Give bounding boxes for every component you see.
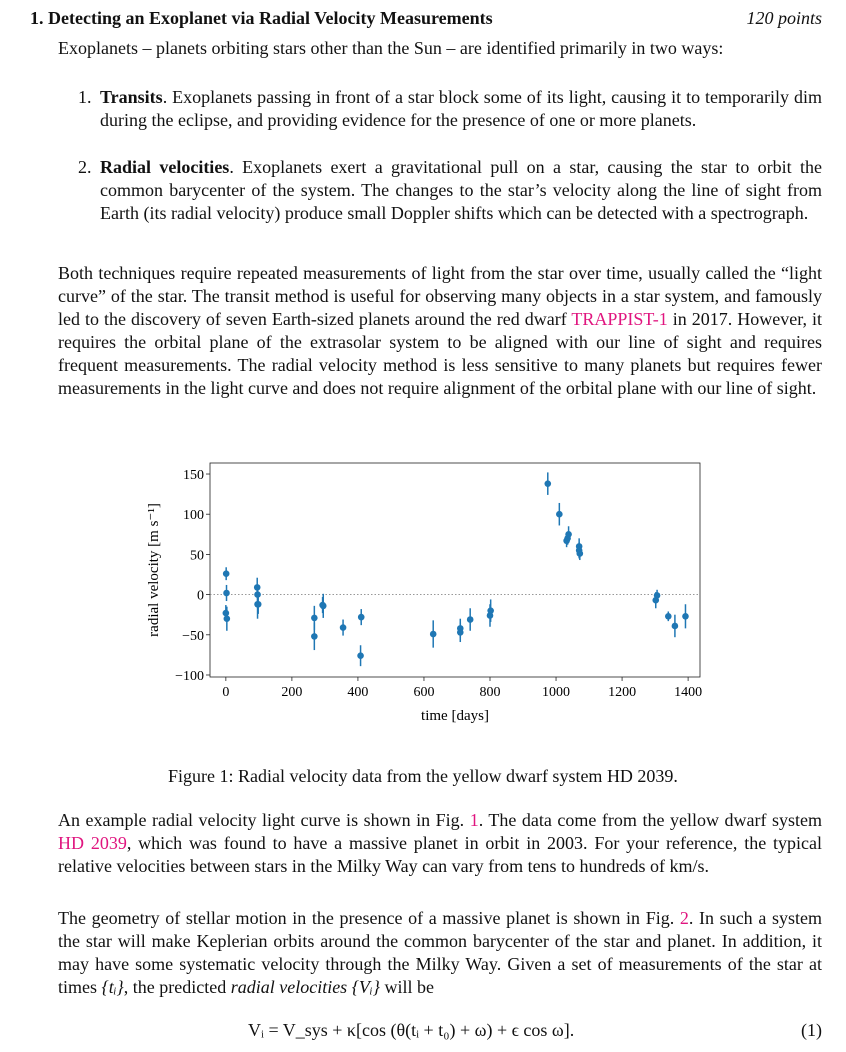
intro-paragraph: Exoplanets – planets orbiting stars other than the Sun – are identified primarily in two ways: [58, 38, 724, 58]
list-term: Transits [100, 87, 163, 107]
y-tick-label: 0 [197, 588, 204, 604]
y-tick-label: 150 [183, 468, 204, 484]
equation-number: (1) [801, 1020, 822, 1040]
data-point [577, 550, 584, 557]
problem-title: 1. Detecting an Exoplanet via Radial Velocity Measurements [30, 8, 493, 28]
text: , the predicted [123, 977, 231, 997]
x-tick-label: 400 [347, 685, 369, 700]
trappist-link[interactable]: TRAPPIST-1 [571, 309, 668, 329]
math-velocities: {Vᵢ} [351, 977, 380, 997]
example-paragraph [58, 809, 822, 878]
list-text: . Exoplanets exert a gravitational pull on a star, causing the star to orbit the common barycenter of the system. The changes to the star’s velocity along the line of sight from Earth (its radial velocity) produce small Doppler shifts which can be detected with a spectrograph. [100, 157, 822, 223]
data-point [319, 602, 326, 609]
x-tick-label: 1400 [674, 685, 703, 700]
text: will be [379, 977, 434, 997]
x-tick-label: 1200 [608, 685, 637, 700]
data-point [467, 616, 474, 623]
y-tick-label: −100 [175, 668, 204, 684]
x-axis-label: time [days] [421, 708, 489, 724]
data-point [654, 592, 661, 599]
data-point [223, 590, 230, 597]
data-point [255, 601, 262, 608]
x-tick-label: 0 [222, 685, 230, 700]
list-number: 1. [78, 87, 92, 107]
x-tick-label: 600 [413, 685, 435, 700]
data-point [457, 629, 464, 636]
text: , which was found to have a massive planet in orbit in 2003. For your reference, the typical relative velocities between stars in the Milky Way can vary from tens to hundreds of km/s. [58, 833, 822, 876]
text: The geometry of stellar motion in the presence of a massive planet is shown in Fig. [58, 908, 680, 928]
data-point [224, 615, 231, 622]
text: An example radial velocity light curve is shown in Fig. [58, 810, 470, 830]
data-point [223, 570, 230, 577]
text: Both techniques require repeated measurements of light from the star over time, usually called the “light curve” of the star. The transit method is useful for observing many objects in a star system, and famously led to the discovery of seven Earth-sized planets around the red dwarf [58, 263, 822, 329]
y-tick-label: 50 [190, 548, 204, 564]
data-point [544, 480, 551, 487]
radial-velocity-chart [0, 455, 846, 735]
data-point [565, 531, 572, 538]
data-point [223, 610, 230, 617]
data-point [311, 615, 318, 622]
plot-frame [210, 463, 700, 677]
math-times: {tᵢ} [101, 977, 124, 997]
data-point [358, 614, 365, 621]
data-point [556, 511, 563, 518]
data-point [430, 631, 437, 638]
hd2039-link[interactable]: HD 2039 [58, 833, 127, 853]
y-axis-label: radial velocity [m s⁻¹] [146, 503, 162, 637]
equation-body: Vᵢ = V_sys + κ[cos (θ(tᵢ + t₀) + ω) + ϵ cos ω]. [248, 1020, 575, 1040]
text: in 2017. However, it requires the orbital plane of the extrasolar system to be aligned with our line of sight and requires frequent measurements. The radial velocity method is less sensitive to many planets but requires fewer measurements in the light curve and does not require alignment of the orbital plane with our line of sight. [58, 309, 822, 398]
data-point [487, 607, 494, 614]
figure-caption: Figure 1: Radial velocity data from the yellow dwarf system HD 2039. [168, 766, 678, 786]
geometry-paragraph [58, 907, 822, 999]
text: . In such a system the star will make Keplerian orbits around the common barycenter of the star and planet. In addition, it may have some systematic velocity through the Milky Way. Given a set of measurements of the star at times [58, 908, 822, 997]
emphasis: radial velocities [230, 977, 348, 997]
list-number: 2. [78, 157, 92, 177]
techniques-paragraph [58, 262, 822, 400]
data-point [311, 633, 318, 640]
list-item-radial-velocities [78, 156, 822, 225]
text: . The data come from the yellow dwarf system [478, 810, 822, 830]
x-tick-label: 800 [479, 685, 501, 700]
figure-1-ref[interactable]: 1 [469, 810, 479, 830]
problem-heading [30, 7, 822, 30]
data-point [672, 623, 679, 630]
data-point [340, 624, 347, 631]
data-point [682, 613, 689, 620]
problem-points: 120 points [746, 8, 822, 28]
list-term: Radial velocities [100, 157, 230, 177]
data-point [357, 652, 364, 659]
y-tick-label: 100 [183, 508, 204, 524]
figure-2-ref[interactable]: 2 [679, 908, 689, 928]
list-text: . Exoplanets passing in front of a star block some of its light, causing it to temporarily dim during the eclipse, and providing evidence for the presence of one or more planets. [100, 87, 822, 130]
data-point [665, 613, 672, 620]
list-item-transits [78, 86, 822, 132]
x-tick-label: 200 [281, 685, 303, 700]
x-tick-label: 1000 [542, 685, 571, 700]
y-tick-label: −50 [182, 628, 204, 644]
